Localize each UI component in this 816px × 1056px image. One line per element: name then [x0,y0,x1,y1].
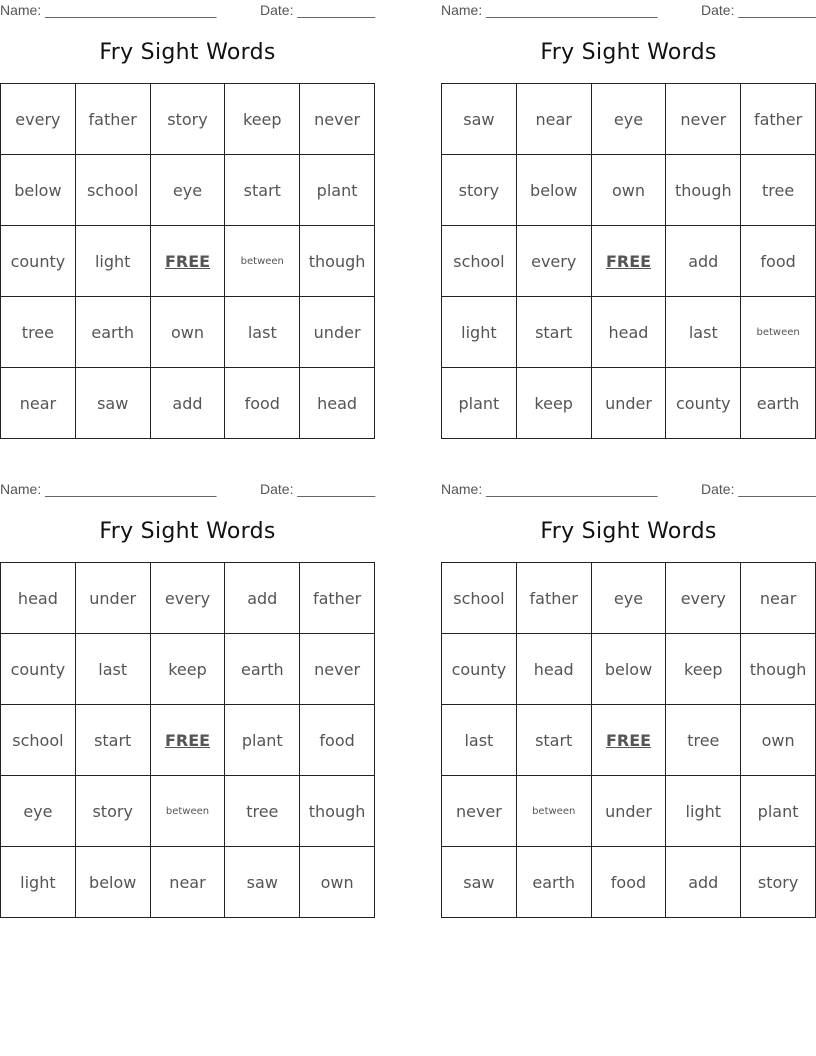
grid-cell: eye [591,84,666,155]
grid-row [1,634,375,705]
grid-cell: earth [75,297,150,368]
grid-cell: saw [442,84,517,155]
grid-row [442,297,816,368]
grid-cell: under [75,563,150,634]
grid-cell: saw [442,847,517,918]
bingo-card-4 [441,479,816,919]
grid-cell: head [300,368,375,439]
grid-cell: saw [225,847,300,918]
grid-cell: story [442,155,517,226]
grid-cell: add [666,847,741,918]
grid-cell: keep [150,634,225,705]
grid-cell: start [225,155,300,226]
grid-cell: though [300,226,375,297]
grid-cell: own [300,847,375,918]
grid-cell: earth [516,847,591,918]
grid-cell: below [1,155,76,226]
grid-cell: own [150,297,225,368]
grid-cell: tree [1,297,76,368]
bingo-grid [0,83,375,439]
free-space-cell: FREE [591,705,666,776]
grid-cell: light [75,226,150,297]
grid-row [1,226,375,297]
bingo-grid [441,83,816,439]
grid-cell: plant [741,776,816,847]
grid-row [442,368,816,439]
free-space-cell: FREE [591,226,666,297]
grid-cell: below [516,155,591,226]
grid-cell: own [741,705,816,776]
grid-cell: never [300,634,375,705]
grid-cell: father [75,84,150,155]
date-field-label: Date: __________ [701,2,816,18]
grid-cell: start [516,705,591,776]
grid-cell: county [1,634,76,705]
card-header [441,2,816,20]
card-title: Fry Sight Words [540,40,717,65]
grid-cell: under [591,776,666,847]
grid-row [1,84,375,155]
grid-cell: keep [666,634,741,705]
bingo-grid [0,562,375,918]
grid-cell: add [150,368,225,439]
date-field-label: Date: __________ [260,481,376,497]
grid-cell: though [741,634,816,705]
grid-cell: story [150,84,225,155]
grid-cell: last [442,705,517,776]
grid-row [442,776,816,847]
grid-cell: never [666,84,741,155]
grid-cell: below [591,634,666,705]
grid-row [442,705,816,776]
card-title: Fry Sight Words [99,519,276,544]
grid-cell: under [591,368,666,439]
grid-cell: every [666,563,741,634]
grid-cell: plant [225,705,300,776]
grid-cell: light [442,297,517,368]
card-header [0,2,375,20]
grid-cell: start [75,705,150,776]
grid-cell: food [591,847,666,918]
grid-cell: head [516,634,591,705]
grid-cell: own [591,155,666,226]
card-header [0,481,375,499]
grid-row [442,155,816,226]
bingo-grid [441,562,816,918]
grid-cell: food [225,368,300,439]
grid-cell: food [300,705,375,776]
grid-row [1,368,375,439]
grid-cell: father [741,84,816,155]
grid-row [442,847,816,918]
name-field-label: Name: ______________________ [0,481,217,497]
grid-cell: near [516,84,591,155]
grid-cell: though [666,155,741,226]
grid-cell: last [225,297,300,368]
bingo-card-3 [0,479,375,919]
card-title: Fry Sight Words [99,40,276,65]
grid-row [442,634,816,705]
grid-cell: add [666,226,741,297]
free-space-cell: FREE [150,705,225,776]
grid-cell: earth [225,634,300,705]
grid-row [1,776,375,847]
grid-cell: every [150,563,225,634]
grid-cell: tree [741,155,816,226]
grid-cell: plant [300,155,375,226]
grid-cell: earth [741,368,816,439]
grid-cell: food [741,226,816,297]
free-space-cell: FREE [150,226,225,297]
card-header [441,481,816,499]
grid-cell: tree [225,776,300,847]
grid-cell: eye [150,155,225,226]
grid-cell: eye [591,563,666,634]
grid-cell: school [1,705,76,776]
grid-cell: eye [1,776,76,847]
grid-cell: near [150,847,225,918]
grid-cell: father [300,563,375,634]
grid-cell: below [75,847,150,918]
grid-cell: under [300,297,375,368]
grid-cell: story [741,847,816,918]
grid-cell: light [1,847,76,918]
grid-cell: near [741,563,816,634]
grid-cell: every [516,226,591,297]
grid-cell: add [225,563,300,634]
date-field-label: Date: __________ [260,2,376,18]
grid-cell: every [1,84,76,155]
name-field-label: Name: ______________________ [0,2,217,18]
grid-cell: county [666,368,741,439]
card-title: Fry Sight Words [540,519,717,544]
grid-cell: plant [442,368,517,439]
grid-cell: father [516,563,591,634]
grid-row [1,563,375,634]
grid-cell: never [442,776,517,847]
bingo-card-1 [0,0,375,440]
grid-cell: keep [516,368,591,439]
grid-cell: last [666,297,741,368]
grid-row [1,155,375,226]
grid-cell: tree [666,705,741,776]
grid-cell: near [1,368,76,439]
grid-cell: school [442,226,517,297]
grid-row [1,297,375,368]
grid-row [442,226,816,297]
grid-cell: head [1,563,76,634]
grid-row [1,847,375,918]
bingo-card-2 [441,0,816,440]
grid-row [442,84,816,155]
grid-cell: between [516,776,591,847]
grid-row [1,705,375,776]
name-field-label: Name: ______________________ [441,481,658,497]
grid-cell: never [300,84,375,155]
grid-cell: story [75,776,150,847]
grid-row [442,563,816,634]
grid-cell: school [442,563,517,634]
grid-cell: county [442,634,517,705]
grid-cell: between [741,297,816,368]
grid-cell: county [1,226,76,297]
grid-cell: head [591,297,666,368]
grid-cell: school [75,155,150,226]
grid-cell: start [516,297,591,368]
name-field-label: Name: ______________________ [441,2,658,18]
date-field-label: Date: __________ [701,481,816,497]
grid-cell: keep [225,84,300,155]
grid-cell: between [225,226,300,297]
grid-cell: light [666,776,741,847]
grid-cell: saw [75,368,150,439]
grid-cell: between [150,776,225,847]
grid-cell: though [300,776,375,847]
grid-cell: last [75,634,150,705]
